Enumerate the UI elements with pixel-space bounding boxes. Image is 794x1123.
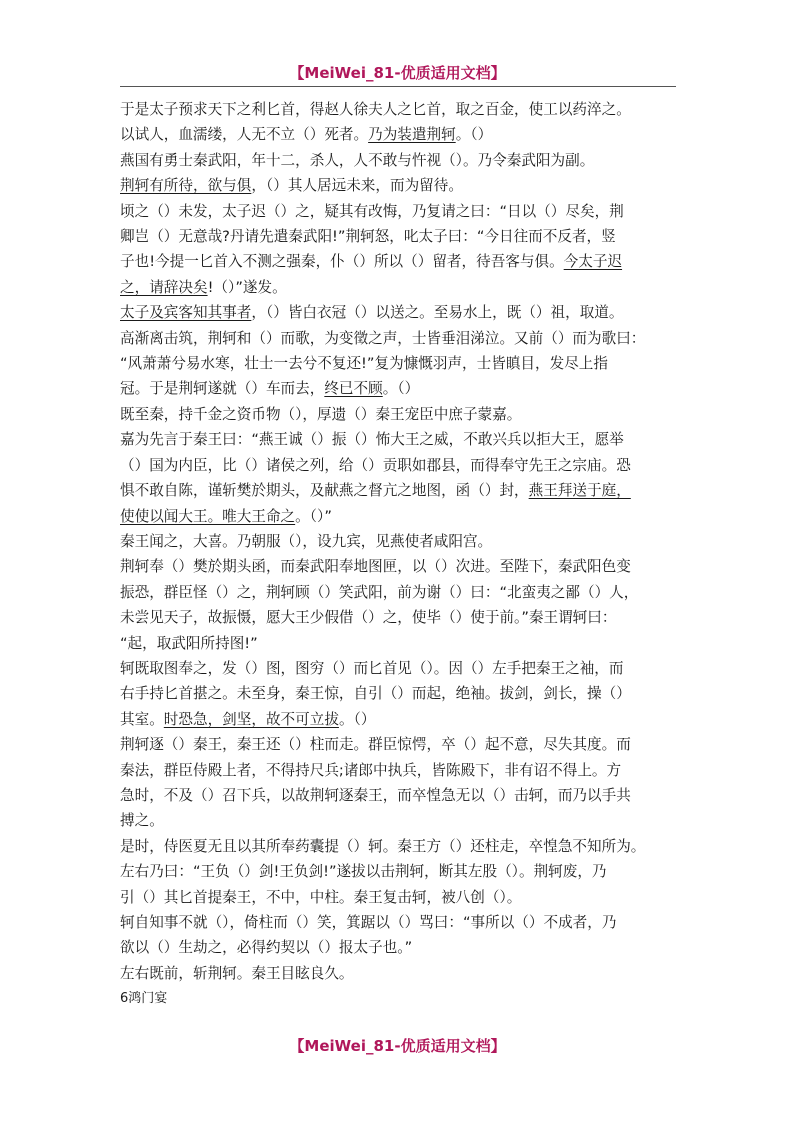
text-line [120,605,676,630]
text-line [120,199,676,224]
section-heading [120,986,676,1011]
text-line [120,758,676,783]
page-footer: 【MeiWei_81-优质适用文档】 [289,1037,506,1055]
text-line [120,402,676,427]
text-line [120,173,676,198]
text-line [120,122,676,147]
text-segment: 惧不敢自陈，谨斩樊於期头，及献燕之督亢之地图，函（）封， [120,482,529,500]
text-line [120,427,676,452]
text-segment: 未尝见天子，故振慑，愿大王少假借（）之，使毕（）使于前。”秦王谓轲曰： [120,609,617,627]
text-line [120,631,676,656]
text-line [120,529,676,554]
text-line [120,910,676,935]
text-segment: （）国为内臣，比（）诸侯之列，给（）贡职如郡县，而得奉守先王之宗庙。恐 [120,456,631,474]
text-segment: 左右既前，斩荆轲。秦王目眩良久。 [120,964,354,982]
page-header: 【MeiWei_81-优质适用文档】 [289,64,506,82]
text-line [120,300,676,325]
text-segment: 。（） [382,380,420,398]
text-line [120,224,676,249]
text-line [120,707,676,732]
underlined-sentence: 今太子迟 [563,253,623,271]
text-segment: ，（）其人居远未来，而为留待。 [251,177,463,195]
underlined-sentence: 乃为装遣荆轲 [368,126,456,144]
text-line [120,580,676,605]
text-line [120,148,676,173]
text-segment: 欲以（）生劫之，必得约契以（）报太子也。” [120,939,413,957]
text-line [120,326,676,351]
document-body [120,97,676,1012]
text-segment: 其室。 [120,710,164,728]
text-segment: 既至秦，持千金之资币物（），厚遗（）秦王宠臣中庶子蒙嘉。 [120,405,522,423]
text-segment: 秦法，群臣侍殿上者，不得持尺兵;诸郎中执兵，皆陈殿下，非有诏不得上。方 [120,761,622,779]
text-line [120,275,676,300]
underlined-sentence: 终已不顾 [324,380,383,398]
text-segment: 。（） [338,710,376,728]
text-segment: 高渐离击筑，荆轲和（）而歌，为变徵之声，士皆垂泪涕泣。又前（）而为歌曰： [120,329,646,347]
text-line [120,453,676,478]
text-segment: “起，取武阳所持图!” [120,634,258,652]
text-segment: 是时，侍医夏无且以其所奉药囊提（）轲。秦王方（）还柱走，卒惶急不知所为。 [120,837,646,855]
text-line [120,478,676,503]
text-segment: 秦王闻之，大喜。乃朝服（），设九宾，见燕使者咸阳宫。 [120,532,493,550]
text-segment: 搏之。 [120,812,164,830]
text-line [120,885,676,910]
text-segment: 卿岂（）无意哉?丹请先遣秦武阳!”荆轲怒，叱太子曰：“今日往而不反者，竖 [120,228,616,246]
underlined-sentence: 之，请辞决矣 [120,278,208,296]
text-line [120,554,676,579]
text-line [120,504,676,529]
text-segment: 于是太子预求天下之利匕首，得赵人徐夫人之匕首，取之百金，使工以药淬之。 [120,101,631,118]
text-segment: 。（）” [295,507,332,525]
text-line [120,732,676,757]
text-segment: 荆轲奉（）樊於期头函，而秦武阳奉地图匣，以（）次进。至陛下，秦武阳色变 [120,558,631,576]
text-line [120,935,676,960]
text-line [120,681,676,706]
text-segment: 引（）其匕首提秦王，不中，中柱。秦王复击轲，被八创（）。 [120,888,522,906]
text-segment: 右手持匕首揕之。未至身，秦王惊，自引（）而起，绝袖。拔剑，剑长，操（） [120,685,631,703]
text-segment: 轲既取图奉之，发（）图，图穷（）而匕首见（）。因（）左手把秦王之袖，而 [120,659,624,677]
underlined-sentence: 时恐急，剑坚，故不可立拔 [163,710,339,728]
text-segment: !（）”遂发。 [207,278,287,296]
text-line [120,376,676,401]
text-segment: 以试人，血濡缕，人无不立（）死者。 [120,126,369,144]
text-segment: 嘉为先言于秦王曰：“燕王诚（）振（）怖大王之威，不敢兴兵以拒大王，愿举 [120,431,624,449]
text-segment: 轲自知事不就（），倚柱而（）笑，箕踞以（）骂曰：“事所以（）不成者，乃 [120,914,617,931]
text-segment: 。（） [455,126,493,144]
text-line [120,97,676,122]
text-segment: “风萧萧兮易水寒，壮士一去兮不复还!”复为慷慨羽声，士皆瞋目，发尽上指 [120,355,608,373]
text-line [120,656,676,681]
text-segment: ，（）皆白衣冠（）以送之。至易水上，既（）祖，取道。 [251,304,624,322]
text-segment: 冠。于是荆轲遂就（）车而去， [120,380,325,398]
underlined-sentence: 燕王拜送于庭， [528,482,631,500]
text-segment: 左右乃曰：“王负（）剑!王负剑!”遂拔以击荆轲，断其左股（）。荆轲废，乃 [120,863,607,881]
text-segment: 燕国有勇士秦武阳，年十二，杀人，人不敢与忤视（）。乃令秦武阳为副。 [120,151,595,169]
text-segment: 荆轲逐（）秦王，秦王还（）柱而走。群臣惊愕，卒（）起不意，尽失其度。而 [120,736,631,754]
text-line [120,834,676,859]
text-line [120,808,676,833]
text-segment: 子也!今提一匕首入不测之强秦，仆（）所以（）留者，待吾客与俱。 [120,253,564,271]
text-line [120,351,676,376]
text-line [120,249,676,274]
underlined-sentence: 荆轲有所待，欲与俱 [120,177,252,195]
underlined-sentence: 太子及宾客知其事者 [120,304,252,322]
text-line [120,783,676,808]
text-line [120,859,676,884]
text-line [120,961,676,986]
text-segment: 振恐，群臣怪（）之，荆轲顾（）笑武阳，前为谢（）曰：“北蛮夷之鄙（）人， [120,583,639,601]
text-segment: 6鸿门宴 [120,991,168,1007]
text-segment: 顷之（）未发，太子迟（）之，疑其有改悔，乃复请之曰：“日以（）尽矣，荆 [120,202,624,220]
underlined-sentence: 使使以闻大王。唯大王命之 [120,507,296,525]
text-segment: 急时，不及（）召下兵，以故荆轲逐秦王，而卒惶急无以（）击轲，而乃以手共 [120,786,631,804]
header-rule [120,86,676,87]
